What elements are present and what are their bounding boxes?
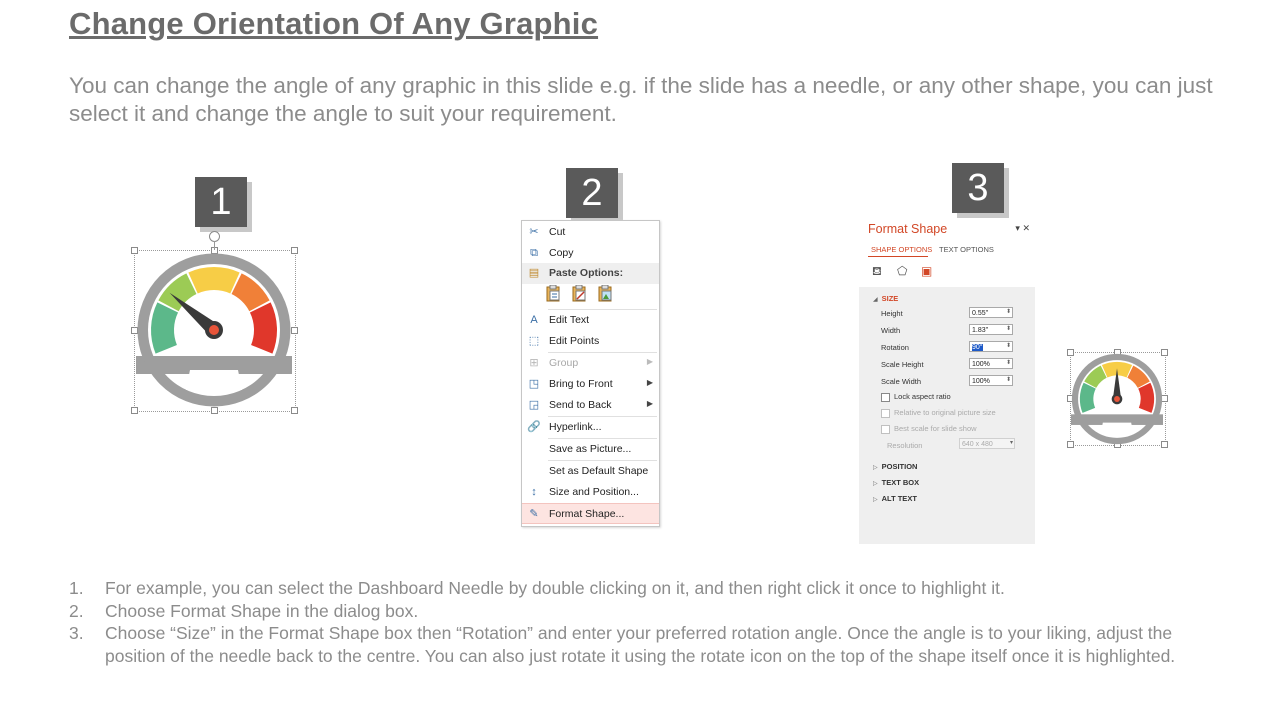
menu-item-edit-points[interactable]: ⬚ Edit Points bbox=[522, 331, 659, 352]
resolution-select: 640 x 480 ▾ bbox=[959, 438, 1015, 449]
gauge-needle-center bbox=[209, 325, 219, 335]
gauge-needle-center bbox=[1114, 396, 1120, 402]
effects-icon[interactable]: ⬠ bbox=[897, 264, 908, 278]
instruction-item: 1. For example, you can select the Dashboard Needle by double clicking on it, and then right click it once to highlight it. bbox=[69, 578, 1005, 598]
close-icon[interactable]: ✕ bbox=[1022, 223, 1030, 233]
resize-handle[interactable] bbox=[291, 327, 298, 334]
menu-item-group: ⊞ Group ▶ bbox=[522, 353, 659, 374]
resize-handle[interactable] bbox=[211, 407, 218, 414]
instruction-list bbox=[69, 577, 1219, 667]
step-badge-3: 3 bbox=[952, 163, 1004, 213]
menu-item-cut[interactable]: ✂ Cut bbox=[522, 222, 659, 243]
pane-options-icon[interactable]: ▾ bbox=[1015, 223, 1020, 233]
clipboard-icon: ▤ bbox=[528, 267, 540, 279]
dashboard-gauge[interactable] bbox=[136, 252, 292, 408]
fill-line-icon[interactable]: ⛾ bbox=[872, 264, 882, 278]
menu-item-send-to-back[interactable]: ◲ Send to Back ▶ bbox=[522, 395, 659, 416]
hyperlink-icon: 🔗 bbox=[527, 421, 541, 433]
scale-width-input[interactable]: 100% ⬍ bbox=[969, 375, 1013, 386]
width-label: Width bbox=[881, 326, 901, 335]
menu-item-copy[interactable]: ⧉ Copy bbox=[522, 243, 659, 264]
format-shape-pane bbox=[859, 221, 1035, 544]
resolution-label: Resolution bbox=[887, 441, 923, 450]
gauge-display-plate bbox=[1100, 423, 1133, 435]
rotation-input[interactable]: 90° ⬍ bbox=[969, 341, 1013, 352]
size-properties-icon[interactable]: ▣ bbox=[921, 264, 933, 278]
alt-text-section-header[interactable]: ▷ ALT TEXT bbox=[873, 494, 917, 503]
gauge-display-plate bbox=[186, 370, 242, 390]
slide-subtitle: You can change the angle of any graphic in this slide e.g. if the slide has a needle, or any other shape, you can just select it and change the angle to suit your requirement. bbox=[69, 73, 1213, 126]
submenu-arrow-icon: ▶ bbox=[646, 399, 653, 408]
menu-item-edit-text[interactable]: A Edit Text bbox=[522, 310, 659, 331]
tab-shape-options[interactable]: SHAPE OPTIONS bbox=[871, 245, 933, 254]
pane-title: Format Shape bbox=[868, 222, 948, 236]
spinner-icon[interactable]: ⬍ bbox=[1005, 343, 1011, 349]
submenu-arrow-icon: ▶ bbox=[646, 378, 653, 387]
rotation-label: Rotation bbox=[881, 343, 909, 352]
spinner-icon[interactable]: ⬍ bbox=[1005, 326, 1011, 332]
relative-original-size-checkbox: Relative to original picture size bbox=[881, 408, 996, 418]
step-badge-1: 1 bbox=[195, 177, 247, 227]
format-shape-icon: ✎ bbox=[529, 508, 539, 520]
edit-text-icon: A bbox=[530, 314, 538, 326]
text-box-section-header[interactable]: ▷ TEXT BOX bbox=[873, 478, 920, 487]
menu-item-size-and-position[interactable]: ↕ Size and Position... bbox=[522, 482, 659, 503]
active-tab-indicator bbox=[868, 256, 928, 257]
menu-item-set-default-shape[interactable]: Set as Default Shape bbox=[549, 465, 649, 477]
instruction-item: 2. Choose Format Shape in the dialog box. bbox=[69, 600, 419, 621]
menu-item-paste-options: ▤ Paste Options: bbox=[522, 263, 659, 284]
lock-aspect-ratio-checkbox[interactable]: Lock aspect ratio bbox=[881, 392, 951, 402]
instruction-item: 3. Choose “Size” in the Format Shape box then “Rotation” and enter your preferred rotation angle. Once the angle is to your liking, adjust the position of the needle back to the centre. You can also just rotate it using the rotate icon on the top of the shape itself once it is highlighted. bbox=[69, 623, 1176, 666]
bring-front-icon: ◳ bbox=[528, 378, 540, 390]
resize-handle[interactable] bbox=[131, 407, 138, 414]
rotate-handle-stem bbox=[214, 241, 215, 250]
group-icon: ⊞ bbox=[529, 357, 539, 369]
best-scale-checkbox: Best scale for slide show bbox=[881, 424, 977, 434]
paste-keep-formatting-icon[interactable] bbox=[546, 285, 561, 302]
size-section-header[interactable]: ◢ SIZE bbox=[873, 294, 899, 303]
collapse-triangle-icon: ◢ bbox=[873, 297, 878, 303]
expand-triangle-icon: ▷ bbox=[873, 481, 878, 487]
step-badge-2: 2 bbox=[566, 168, 618, 218]
scale-height-input[interactable]: 100% ⬍ bbox=[969, 358, 1013, 369]
copy-icon: ⧉ bbox=[530, 247, 538, 259]
menu-item-bring-to-front[interactable]: ◳ Bring to Front ▶ bbox=[522, 374, 659, 395]
expand-triangle-icon: ▷ bbox=[873, 497, 878, 503]
menu-item-format-shape[interactable]: ✎ Format Shape... bbox=[522, 503, 659, 524]
height-label: Height bbox=[881, 309, 903, 318]
pane-controls bbox=[1015, 223, 1030, 234]
dropdown-arrow-icon: ▾ bbox=[1009, 440, 1013, 446]
send-back-icon: ◲ bbox=[528, 399, 540, 411]
spinner-icon[interactable]: ⬍ bbox=[1005, 309, 1011, 315]
paste-destination-theme-icon[interactable] bbox=[572, 285, 587, 302]
menu-item-save-as-picture[interactable]: Save as Picture... bbox=[549, 443, 632, 455]
submenu-arrow-icon: ▶ bbox=[646, 357, 653, 366]
resize-handle[interactable] bbox=[291, 407, 298, 414]
scissors-icon: ✂ bbox=[529, 226, 539, 238]
position-section-header[interactable]: ▷ POSITION bbox=[873, 462, 918, 471]
size-position-icon: ↕ bbox=[531, 486, 537, 498]
small-dashboard-gauge[interactable] bbox=[1071, 353, 1163, 445]
spinner-icon[interactable]: ⬍ bbox=[1005, 360, 1011, 366]
scale-height-label: Scale Height bbox=[881, 360, 924, 369]
context-menu bbox=[521, 220, 660, 527]
edit-points-icon: ⬚ bbox=[528, 335, 540, 347]
menu-item-hyperlink[interactable]: 🔗 Hyperlink... bbox=[527, 421, 602, 433]
slide-title: Change Orientation Of Any Graphic bbox=[69, 6, 599, 41]
gauge-segment bbox=[188, 267, 239, 293]
scale-width-label: Scale Width bbox=[881, 377, 922, 386]
resize-handle[interactable] bbox=[291, 247, 298, 254]
width-input[interactable]: 1.83" ⬍ bbox=[969, 324, 1013, 335]
expand-triangle-icon: ▷ bbox=[873, 465, 878, 471]
tab-text-options[interactable]: TEXT OPTIONS bbox=[939, 245, 994, 254]
spinner-icon[interactable]: ⬍ bbox=[1005, 377, 1011, 383]
paste-as-picture-icon[interactable] bbox=[598, 285, 613, 302]
height-input[interactable]: 0.55" ⬍ bbox=[969, 307, 1013, 318]
